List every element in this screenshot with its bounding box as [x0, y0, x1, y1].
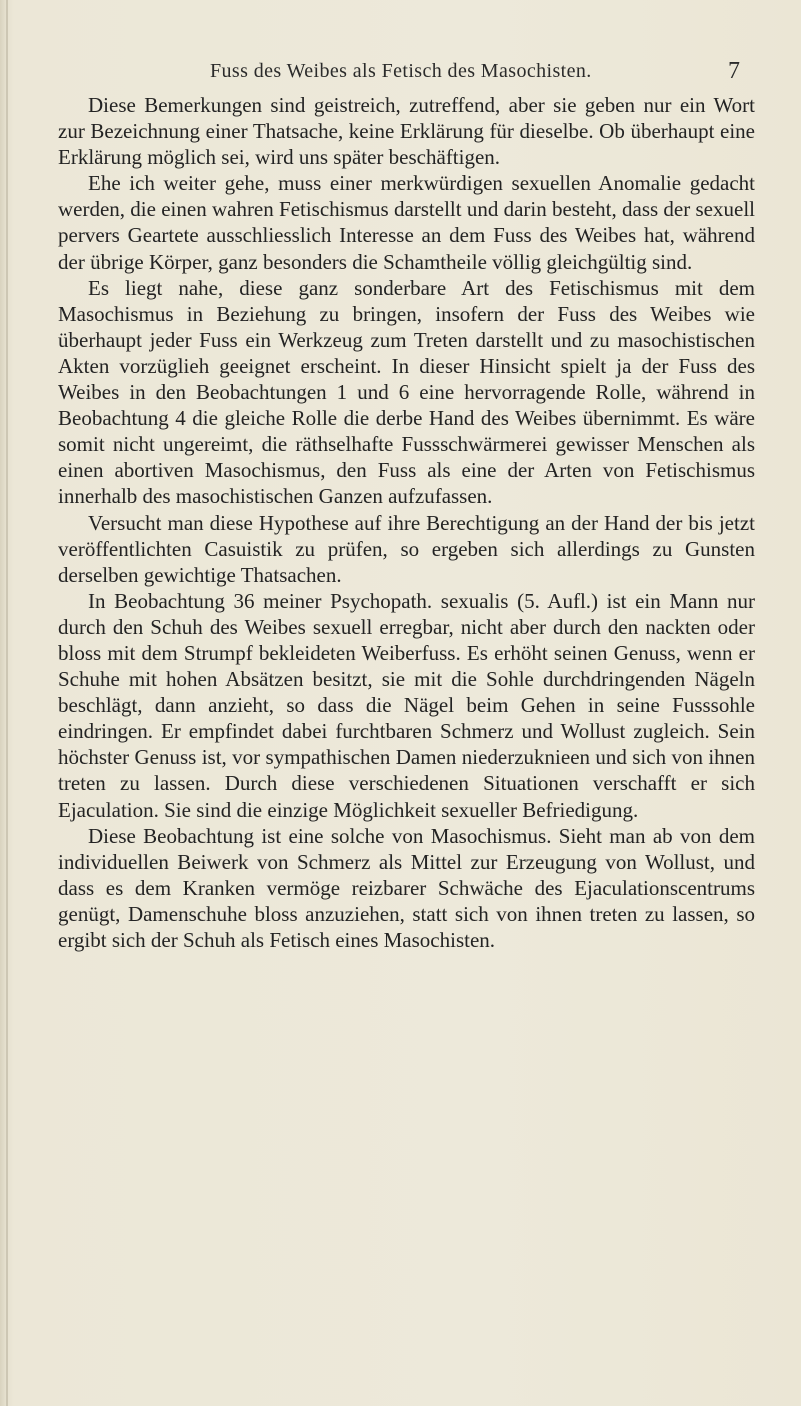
paragraph: Ehe ich weiter gehe, muss einer merkwürdigen sexuellen Anomalie gedacht werden, die einen wahren Fetischismus darstellt und darin besteht, dass der sexuell pervers Geartete ausschliesslich Interesse an dem Fuss des Weibes hat, während der übrige Körper, ganz besonders die Schamtheile völlig gleichgültig sind. [58, 171, 755, 274]
running-header [210, 60, 740, 92]
page-edge-shadow [6, 0, 8, 1406]
page-number: 7 [728, 58, 740, 84]
paragraph: In Beobachtung 36 meiner Psychopath. sexualis (5. Aufl.) ist ein Mann nur durch den Schuh des Weibes sexuell erregbar, nicht aber durch den nackten oder bloss mit dem Strumpf bekleideten Weiberfuss. Es erhöht seinen Genuss, wenn er Schuhe mit hohen Absätzen besitzt, sie mit die Sohle durchdringenden Nägeln beschlägt, dann anzieht, so dass die Nägel beim Gehen in seine Fusssohle eindringen. Er empfindet dabei furchtbaren Schmerz und Wollust zugleich. Sein höchster Genuss ist, vor sympathischen Damen niederzuknieen und sich von ihnen treten zu lassen. Durch diese verschiedenen Situationen verschafft er sich Ejaculation. Sie sind die einzige Möglichkeit sexueller Befriedigung. [58, 588, 755, 822]
body-text [58, 92, 755, 953]
paragraph: Diese Bemerkungen sind geistreich, zutreffend, aber sie geben nur ein Wort zur Bezeichnung einer Thatsache, keine Erklärung für dieselbe. Ob überhaupt eine Erklärung möglich sei, wird uns später beschäftigen. [58, 93, 755, 170]
paragraph: Versucht man diese Hypothese auf ihre Berechtigung an der Hand der bis jetzt veröffentlichten Casuistik zu prüfen, so ergeben sich allerdings zu Gunsten derselben gewichtige Thatsachen. [58, 510, 755, 587]
paragraph: Diese Beobachtung ist eine solche von Masochismus. Sieht man ab von dem individuellen Beiwerk von Schmerz als Mittel zur Erzeugung von Wollust, und dass es dem Kranken vermöge reizbarer Schwäche des Ejaculationscentrums genügt, Damenschuhe bloss anzuziehen, statt sich von ihnen treten zu lassen, so ergibt sich der Schuh als Fetisch eines Masochisten. [58, 823, 755, 952]
header-title: Fuss des Weibes als Fetisch des Masochisten. [210, 60, 592, 82]
paragraph: Es liegt nahe, diese ganz sonderbare Art des Fetischismus mit dem Masochismus in Beziehung zu bringen, insofern der Fuss des Weibes wie überhaupt jeder Fuss ein Werkzeug zum Treten darstellt und zu masochistischen Akten vorzüglieh geeignet erscheint. In dieser Hinsicht spielt ja der Fuss des Weibes in den Beobachtungen 1 und 6 eine hervorragende Rolle, während in Beobachtung 4 die gleiche Rolle die derbe Hand des Weibes übernimmt. Es wäre somit nicht ungereimt, die räthselhafte Fussschwärmerei gewisser Menschen als einen abortiven Masochismus, den Fuss als eine der Arten von Fetischismus innerhalb des masochistischen Ganzen aufzufassen. [58, 275, 755, 509]
